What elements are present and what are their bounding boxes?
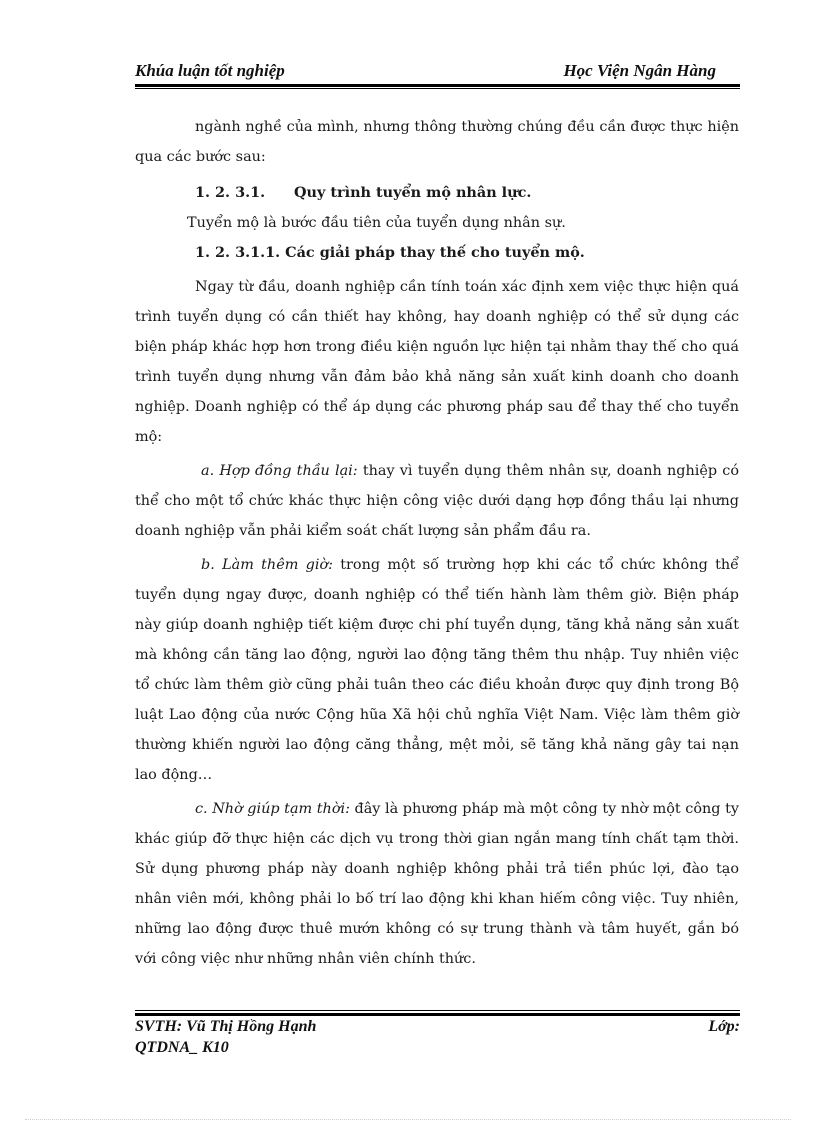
option-c-text: đây là phương pháp mà một công ty nhờ một công ty khác giúp đỡ thực hiện các dịch vụ trong thời gian ngắn mang tính chất tạm thời. Sử dụng phương pháp này doanh nghiệp không phải trả tiền phúc lợi, đào tạo nhân viên mới, không phải lo bố trí lao động khi khan hiếm công việc. Tuy nhiên, những lao động được thuê mướn không có sự trung thành và tâm huyết, gắn bó với công việc như những nhân viên chính thức. xyxy=(135,801,739,967)
paragraph-option-b xyxy=(135,550,739,790)
footer-class-code: QTDNA_ K10 xyxy=(135,1039,229,1056)
paragraph-intro: ngành nghề của mình, nhưng thông thường chúng đều cần được thực hiện qua các bước sau: xyxy=(135,119,739,165)
page-header xyxy=(135,58,740,84)
document-body xyxy=(135,112,739,974)
header-rule-thick xyxy=(135,84,740,87)
option-a-label: a. Hợp đồng thầu lại: xyxy=(201,463,358,479)
option-c-label: c. Nhờ giúp tạm thời: xyxy=(195,801,350,817)
subsection-heading: 1. 2. 3.1.1. Các giải pháp thay thế cho tuyển mộ. xyxy=(195,244,585,261)
paragraph-option-c xyxy=(135,794,739,974)
footer-rule-thin xyxy=(135,1010,740,1011)
footer-student-name: SVTH: Vũ Thị Hồng Hạnh xyxy=(135,1018,317,1035)
footer-class-label: Lớp: xyxy=(708,1018,740,1035)
header-rule-thin xyxy=(135,88,740,89)
header-thesis-title: Khúa luận tốt nghiệp xyxy=(135,61,285,80)
page-footer xyxy=(135,1016,740,1058)
section-heading xyxy=(135,178,739,208)
option-a-text: thay vì tuyển dụng thêm nhân sự, doanh nghiệp có thể cho một tổ chức khác thực hiện công việc dưới dạng hợp đồng thầu lại nhưng doanh nghiệp vẫn phải kiểm soát chất lượng sản phẩm đầu ra. xyxy=(135,463,739,539)
option-b-label: b. Làm thêm giờ: xyxy=(201,557,333,573)
header-institution: Học Viện Ngân Hàng xyxy=(563,61,716,80)
paragraph-overview: Ngay từ đầu, doanh nghiệp cần tính toán xác định xem việc thực hiện quá trình tuyển dụng có cần thiết hay không, hay doanh nghiệp có thể sử dụng các biện pháp khác hợp hơn trong điều kiện nguồn lực hiện tại nhằm thay thế cho quá trình tuyển dụng nhưng vẫn đảm bảo khả năng sản xuất kinh doanh cho doanh nghiệp. Doanh nghiệp có thể áp dụng các phương pháp sau để thay thế cho tuyển mộ: xyxy=(135,279,739,445)
section-title: Quy trình tuyển mộ nhân lực. xyxy=(294,184,532,201)
paragraph-option-a xyxy=(135,456,739,546)
section-number: 1. 2. 3.1. xyxy=(195,184,266,201)
paragraph-definition: Tuyển mộ là bước đầu tiên của tuyển dụng nhân sự. xyxy=(187,215,566,231)
page-bottom-edge xyxy=(25,1119,791,1120)
option-b-text: trong một số trường hợp khi các tổ chức không thể tuyển dụng ngay được, doanh nghiệp có thể tiến hành làm thêm giờ. Biện pháp này giúp doanh nghiệp tiết kiệm được chi phí tuyển dụng, tăng khả năng sản xuất mà không cần tăng lao động, người lao động tăng thêm thu nhập. Tuy nhiên việc tổ chức làm thêm giờ cũng phải tuân theo các điều khoản được quy định trong Bộ luật Lao động của nước Cộng hũa Xã hội chủ nghĩa Việt Nam. Việc làm thêm giờ thường khiến người lao động căng thẳng, mệt mỏi, sẽ tăng khả năng gây tai nạn lao động… xyxy=(135,557,739,783)
